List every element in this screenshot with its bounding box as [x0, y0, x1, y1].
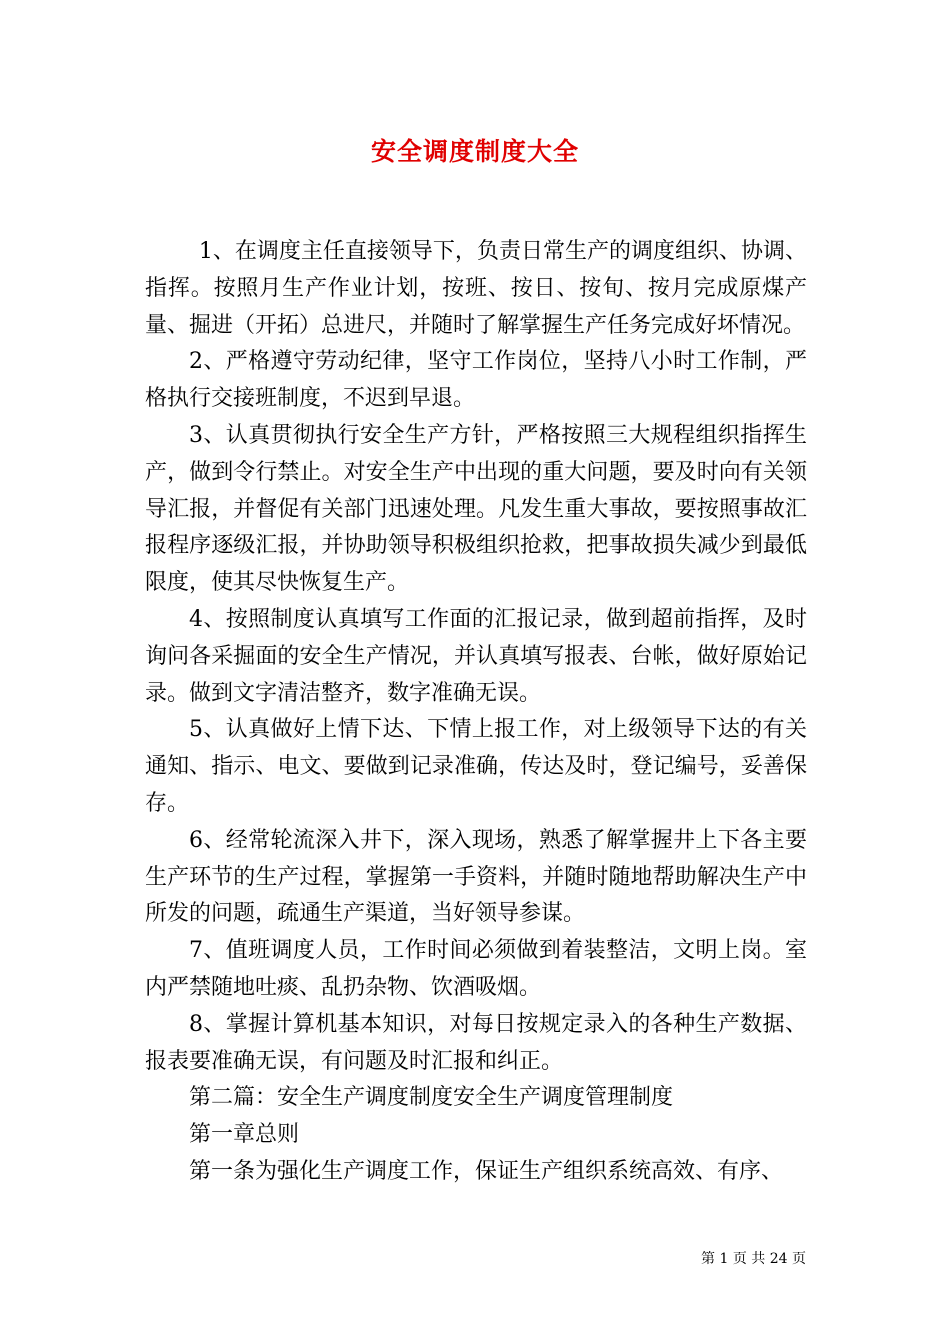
- paragraph-8: 8、掌握计算机基本知识，对每日按规定录入的各种生产数据、报表要准确无误，有问题及时汇报和纠正。: [145, 1011, 807, 1074]
- chapter-heading: 第一章总则: [189, 1122, 300, 1148]
- page-number-footer: 第 1 页 共 24 页: [701, 1251, 806, 1267]
- paragraph-2: 2、严格遵守劳动纪律，坚守工作岗位，坚持八小时工作制，严格执行交接班制度，不迟到早退。: [145, 349, 807, 412]
- paragraph-1: 1、在调度主任直接领导下，负责日常生产的调度组织、协调、指挥。按照月生产作业计划，按班、按日、按旬、按月完成原煤产量、掘进（开拓）总进尺，并随时了解掌握生产任务完成好坏情况。: [145, 239, 807, 338]
- paragraph-6: 6、经常轮流深入井下，深入现场，熟悉了解掌握井上下各主要生产环节的生产过程，掌握第一手资料，并随时随地帮助解决生产中所发的问题，疏通生产渠道，当好领导参谋。: [145, 827, 807, 927]
- section-heading-part-two: 第二篇：安全生产调度制度安全生产调度管理制度: [189, 1085, 674, 1111]
- paragraph-4: 4、按照制度认真填写工作面的汇报记录，做到超前指挥，及时询问各采掘面的安全生产情况，并认真填写报表、台帐，做好原始记录。做到文字清洁整齐，数字准确无误。: [145, 606, 807, 706]
- paragraph-3: 3、认真贯彻执行安全生产方针，严格按照三大规程组织指挥生产，做到令行禁止。对安全生产中出现的重大问题，要及时向有关领导汇报，并督促有关部门迅速处理。凡发生重大事故，要按照事故汇报程序逐级汇报，并协助领导积极组织抢救，把事故损失减少到最低限度，使其尽快恢复生产。: [145, 422, 807, 596]
- article-1: 第一条为强化生产调度工作，保证生产组织系统高效、有序、: [189, 1158, 784, 1184]
- document-title: 安全调度制度大全: [370, 137, 579, 166]
- document-body: [145, 234, 807, 1191]
- paragraph-5: 5、认真做好上情下达、下情上报工作，对上级领导下达的有关通知、指示、电文、要做到记录准确，传达及时，登记编号，妥善保存。: [145, 717, 807, 816]
- paragraph-7: 7、值班调度人员，工作时间必须做到着装整洁，文明上岗。室内严禁随地吐痰、乱扔杂物、饮酒吸烟。: [145, 938, 807, 1000]
